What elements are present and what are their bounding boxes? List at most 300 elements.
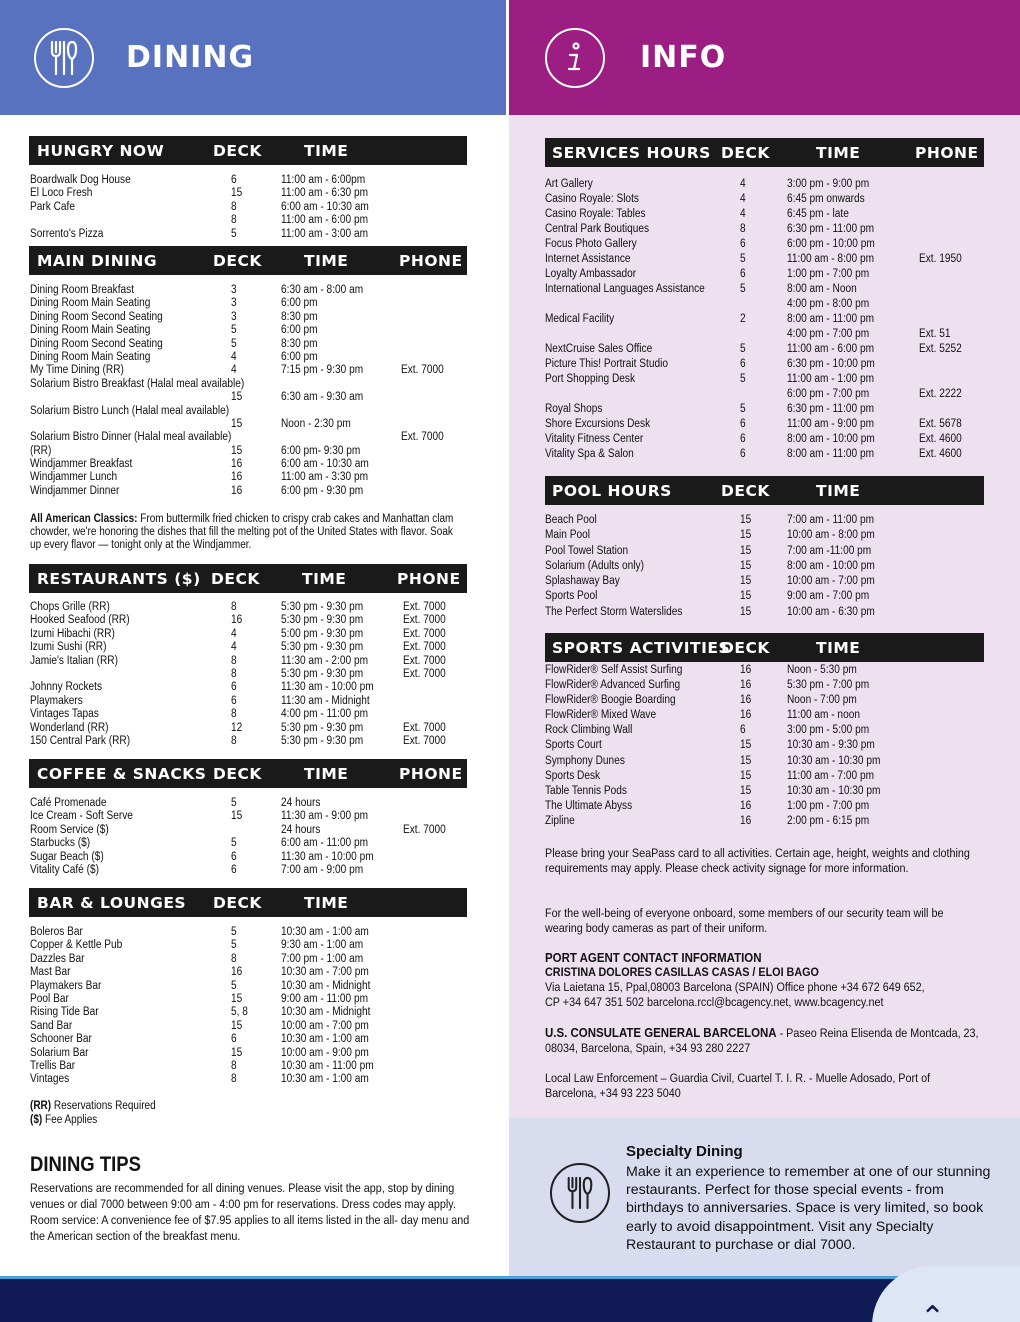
time-value: 6:00 pm xyxy=(281,297,318,310)
phone-value: Ext. 7000 xyxy=(403,654,446,667)
table-row xyxy=(545,755,995,770)
table-row xyxy=(30,953,470,966)
venue-name: Trellis Bar xyxy=(30,1059,76,1072)
table-row xyxy=(30,614,470,627)
dining-tips-title: DINING TIPS xyxy=(30,1153,141,1176)
venue-name: The Perfect Storm Waterslides xyxy=(545,605,683,618)
venue-name: Solarium (Adults only) xyxy=(545,559,644,572)
venue-name: Sugar Beach ($) xyxy=(30,850,104,863)
table-row xyxy=(30,1073,470,1086)
venue-name: Room Service ($) xyxy=(30,823,109,836)
deck-value: 5 xyxy=(231,797,237,809)
deck-value: 4 xyxy=(740,193,746,205)
sports-header xyxy=(545,633,984,662)
venue-name: NextCruise Sales Office xyxy=(545,343,653,355)
deck-value: 5 xyxy=(231,227,237,240)
time-value: 10:30 am - 7:00 pm xyxy=(281,966,369,979)
venue-name: Schooner Bar xyxy=(30,1033,92,1046)
table-row xyxy=(545,312,995,327)
time-value: 4:00 pm - 7:00 pm xyxy=(787,328,870,340)
venue-name: Beach Pool xyxy=(545,514,597,526)
footer-bar xyxy=(0,1279,1020,1322)
table-row xyxy=(545,590,995,605)
time-value: 8:00 am - 10:00 pm xyxy=(787,559,875,572)
table-row xyxy=(545,709,995,724)
venue-name: Boleros Bar xyxy=(30,926,83,938)
time-value: 10:30 am - Midnight xyxy=(281,979,371,992)
time-value: 7:00 pm - 1:00 am xyxy=(281,952,364,965)
table-row xyxy=(30,708,470,721)
table-row xyxy=(30,797,470,810)
time-value: 7:00 am -11:00 pm xyxy=(787,544,872,557)
venue-name: FlowRider® Self Assist Surfing xyxy=(545,664,683,676)
time-value: 10:30 am - 9:30 pm xyxy=(787,739,875,752)
time-value: Noon - 7:00 pm xyxy=(787,694,857,707)
col-deck: DECK xyxy=(213,894,262,912)
deck-value: 5 xyxy=(740,253,746,265)
table-row xyxy=(30,1006,470,1019)
deck-value: 4 xyxy=(740,208,746,220)
phone-value: Ext. 7000 xyxy=(403,721,446,734)
venue-name: Vintages xyxy=(30,1073,70,1086)
table-row xyxy=(545,402,995,417)
venue-name: My Time Dining (RR) xyxy=(30,364,124,377)
col-time: TIME xyxy=(304,142,349,160)
table-row xyxy=(30,980,470,993)
venue-name: Casino Royale: Slots xyxy=(545,193,639,205)
col-name: HUNGRY NOW xyxy=(37,142,165,160)
deck-value: 16 xyxy=(231,966,243,979)
venue-name: Rising Tide Bar xyxy=(30,1006,99,1019)
port-agent-address: Via Laietana 15, Ppal,08003 Barcelona (SPAIN) Office phone +34 672 649 652, xyxy=(545,980,925,994)
deck-value: 5 xyxy=(740,373,746,385)
time-value: 6:00 pm xyxy=(281,324,318,337)
deck-value: 5, 8 xyxy=(231,1006,248,1019)
venue-name: Vintages Tapas xyxy=(30,708,99,721)
col-phone: PHONE xyxy=(399,765,463,783)
time-value: 11:00 am - 3:30 pm xyxy=(281,471,369,484)
venue-name: Sports Pool xyxy=(545,590,598,603)
table-row xyxy=(545,432,995,447)
time-value: 7:00 am - 9:00 pm xyxy=(281,863,364,876)
venue-name: El Loco Fresh xyxy=(30,187,93,200)
deck-value: 8 xyxy=(231,654,237,667)
col-deck: DECK xyxy=(211,570,260,588)
deck-value: 15 xyxy=(231,1019,243,1032)
seapass-note: Please bring your SeaPass card to all activities. Certain age, height, weights and clothing requirements may apply. Please check activity signage for more information. xyxy=(545,846,970,875)
time-value: 4:00 pm - 8:00 pm xyxy=(787,298,870,310)
pool-table xyxy=(545,514,995,621)
time-value: 10:30 am - 11:00 pm xyxy=(281,1059,374,1072)
table-row xyxy=(30,378,470,391)
table-row xyxy=(30,628,470,641)
venue-name: Dining Room Second Seating xyxy=(30,337,163,350)
deck-value: 8 xyxy=(740,223,746,235)
time-value: 8:00 am - Noon xyxy=(787,283,857,295)
time-value: 10:00 am - 6:30 pm xyxy=(787,605,875,618)
time-value: 5:30 pm - 9:30 pm xyxy=(281,734,364,747)
venue-name: FlowRider® Boogie Boarding xyxy=(545,694,676,707)
venue-name: Izumi Hibachi (RR) xyxy=(30,627,115,640)
col-name: MAIN DINING xyxy=(37,252,158,270)
deck-value: 16 xyxy=(740,709,752,722)
note-bold: All American Classics: xyxy=(30,513,138,525)
deck-value: 5 xyxy=(231,939,237,952)
deck-value: 16 xyxy=(740,799,752,812)
port-agent-contact: CP +34 647 351 502 barcelona.rccl@bcagency.net, www.bcagency.net xyxy=(545,995,884,1009)
deck-value: 8 xyxy=(231,1059,237,1072)
table-row xyxy=(30,851,470,864)
info-header xyxy=(509,0,1020,115)
main-dining-header xyxy=(29,246,467,275)
phone-value: Ext. 7000 xyxy=(403,641,446,654)
table-row xyxy=(545,785,995,800)
col-deck: DECK xyxy=(213,142,262,160)
table-row xyxy=(30,458,470,471)
col-name: POOL HOURS xyxy=(552,482,672,500)
time-value: 11:30 am - 10:00 pm xyxy=(281,850,374,863)
table-row xyxy=(30,681,470,694)
venue-name: Rock Climbing Wall xyxy=(545,724,633,737)
venue-name: Windjammer Dinner xyxy=(30,484,120,497)
col-name: BAR & LOUNGES xyxy=(37,894,187,912)
time-value: 6:00 pm - 9:30 pm xyxy=(281,484,364,497)
all-american-note xyxy=(30,513,465,552)
table-row xyxy=(545,177,995,192)
deck-value: 4 xyxy=(231,364,237,377)
time-value: 6:00 am - 10:30 am xyxy=(281,200,369,213)
time-value: 8:00 am - 11:00 pm xyxy=(787,313,875,325)
table-row xyxy=(545,297,995,312)
table-row xyxy=(30,445,470,458)
table-row xyxy=(545,372,995,387)
phone-value: Ext. 7000 xyxy=(403,601,446,613)
deck-value: 2 xyxy=(740,313,746,325)
tips-paragraph-2: Room service: A convenience fee of $7.95 applies to all items listed in the all- day menu and the American section of the breakfast menu. xyxy=(30,1213,470,1243)
deck-value: 4 xyxy=(231,350,237,363)
coffee-table xyxy=(30,797,470,877)
table-row xyxy=(545,664,995,679)
restaurants-table xyxy=(30,601,470,748)
time-value: 11:00 am - 9:00 pm xyxy=(787,418,875,430)
deck-value: 15 xyxy=(231,391,243,404)
venue-name: Vitality Fitness Center xyxy=(545,433,644,445)
venue-name: Chops Grille (RR) xyxy=(30,601,110,613)
deck-value: 8 xyxy=(231,952,237,965)
phone-value: Ext. 7000 xyxy=(403,734,446,747)
venue-name: Pool Bar xyxy=(30,992,69,1005)
table-row xyxy=(545,237,995,252)
table-row xyxy=(30,695,470,708)
table-row xyxy=(545,560,995,575)
venue-name: Loyalty Ambassador xyxy=(545,268,637,280)
venue-name: Windjammer Lunch xyxy=(30,471,118,484)
time-value: 8:00 am - 11:00 pm xyxy=(787,448,875,460)
table-row xyxy=(30,966,470,979)
table-row xyxy=(30,174,470,187)
port-agent-name: CRISTINA DOLORES CASILLAS CASAS / ELOI BAGO xyxy=(545,965,819,979)
venue-name: (RR) xyxy=(30,444,52,457)
time-value: 11:30 am - 9:00 pm xyxy=(281,810,369,823)
info-icon xyxy=(545,28,605,88)
venue-name: Dazzles Bar xyxy=(30,952,85,965)
phone-value: Ext. 7000 xyxy=(403,614,446,627)
time-value: 11:00 am - 6:00 pm xyxy=(787,343,875,355)
venue-name: Internet Assistance xyxy=(545,253,631,265)
deck-value: 15 xyxy=(231,187,243,200)
venue-name: Art Gallery xyxy=(545,178,593,190)
table-row xyxy=(30,864,470,877)
time-value: 3:00 pm - 9:00 pm xyxy=(787,178,870,190)
venue-name: Royal Shops xyxy=(545,403,603,415)
rr-code: (RR) xyxy=(30,1100,52,1112)
time-value: 6:00 pm - 10:00 pm xyxy=(787,238,875,250)
table-row xyxy=(545,327,995,342)
time-value: 10:00 am - 7:00 pm xyxy=(787,575,875,588)
time-value: 8:30 pm xyxy=(281,337,318,350)
table-row xyxy=(545,606,995,621)
deck-value: 15 xyxy=(740,590,752,603)
venue-name: Ice Cream - Soft Serve xyxy=(30,810,133,823)
time-value: 7:00 am - 11:00 pm xyxy=(787,514,875,526)
venue-name: Sand Bar xyxy=(30,1019,73,1032)
table-row xyxy=(30,1047,470,1060)
coffee-header xyxy=(29,759,467,788)
venue-name: Dining Room Second Seating xyxy=(30,310,163,323)
venue-name: The Ultimate Abyss xyxy=(545,799,633,812)
fork-knife-icon xyxy=(34,28,94,88)
consulate-block xyxy=(545,1025,980,1056)
table-row xyxy=(30,201,470,214)
table-row xyxy=(545,529,995,544)
col-deck: DECK xyxy=(213,252,262,270)
time-value: 3:00 pm - 5:00 pm xyxy=(787,724,870,737)
col-name: SERVICES HOURS xyxy=(552,144,711,162)
table-row xyxy=(30,993,470,1006)
table-row xyxy=(30,297,470,310)
venue-name: Wonderland (RR) xyxy=(30,721,109,734)
time-value: Noon - 2:30 pm xyxy=(281,417,351,430)
table-row xyxy=(30,824,470,837)
bars-table xyxy=(30,926,470,1087)
time-value: 5:00 pm - 9:30 pm xyxy=(281,627,364,640)
deck-value: 5 xyxy=(231,979,237,992)
venue-name: Solarium Bistro Lunch (Halal meal available) xyxy=(30,404,230,417)
time-value: 6:30 pm - 10:00 pm xyxy=(787,358,875,370)
deck-value: 16 xyxy=(231,614,243,627)
venue-name: Dining Room Main Seating xyxy=(30,297,151,310)
table-row xyxy=(30,722,470,735)
venue-name: Windjammer Breakfast xyxy=(30,458,133,471)
venue-name: Casino Royale: Tables xyxy=(545,208,646,220)
time-value: 5:30 pm - 9:30 pm xyxy=(281,641,364,654)
venue-name: Symphony Dunes xyxy=(545,754,625,767)
venue-name: Johnny Rockets xyxy=(30,681,103,694)
time-value: 5:30 pm - 9:30 pm xyxy=(281,614,364,627)
venue-name: Copper & Kettle Pub xyxy=(30,939,123,952)
phone-value: Ext. 7000 xyxy=(401,431,444,444)
deck-value: 16 xyxy=(740,679,752,692)
deck-value: 5 xyxy=(740,403,746,415)
col-deck: DECK xyxy=(721,639,770,657)
venue-name: Picture This! Portrait Studio xyxy=(545,358,668,370)
table-row xyxy=(545,342,995,357)
venue-name: FlowRider® Advanced Surfing xyxy=(545,679,681,692)
deck-value: 8 xyxy=(231,200,237,213)
phone-value: Ext. 7000 xyxy=(403,823,446,836)
fee-code: ($) xyxy=(30,1114,43,1126)
deck-value: 5 xyxy=(231,324,237,337)
col-name: COFFEE & SNACKS xyxy=(37,765,207,783)
law-enforcement: Local Law Enforcement – Guardia Civil, Cuartel T. I. R. - Muelle Adosado, Port of Barcelona, +34 93 223 5040 xyxy=(545,1071,931,1100)
col-time: TIME xyxy=(816,144,861,162)
dining-title: DINING xyxy=(126,40,255,75)
deck-value: 5 xyxy=(231,926,237,938)
deck-value: 4 xyxy=(740,178,746,190)
deck-value: 6 xyxy=(740,418,746,430)
deck-value: 3 xyxy=(231,284,237,296)
venue-name: Main Pool xyxy=(545,529,591,542)
time-value: 9:00 am - 7:00 pm xyxy=(787,590,870,603)
col-time: TIME xyxy=(816,639,861,657)
venue-name: Boardwalk Dog House xyxy=(30,174,131,186)
time-value: 10:30 am - 10:30 pm xyxy=(787,754,881,767)
chevron-up-icon: ⌃ xyxy=(920,1300,946,1322)
deck-value: 16 xyxy=(231,484,243,497)
time-value: 11:00 am - 6:00pm xyxy=(281,174,366,186)
deck-value: 15 xyxy=(740,769,752,782)
table-row xyxy=(545,192,995,207)
col-deck: DECK xyxy=(213,765,262,783)
bars-header xyxy=(29,888,467,917)
port-agent-block xyxy=(545,950,980,1010)
legend-fee xyxy=(30,1113,248,1127)
venue-name: Vitality Spa & Salon xyxy=(545,448,634,460)
phone-value: Ext. 4600 xyxy=(919,448,962,460)
table-row xyxy=(30,655,470,668)
venue-name: Hooked Seafood (RR) xyxy=(30,614,130,627)
time-value: 10:00 am - 7:00 pm xyxy=(281,1019,369,1032)
deck-value: 12 xyxy=(231,721,243,734)
venue-name: Izumi Sushi (RR) xyxy=(30,641,107,654)
specialty-dining-panel xyxy=(509,1118,1020,1276)
phone-value: Ext. 7000 xyxy=(401,364,444,377)
deck-value: 16 xyxy=(231,458,243,471)
table-row xyxy=(30,228,470,241)
venue-name: Focus Photo Gallery xyxy=(545,238,637,250)
deck-value: 6 xyxy=(231,174,237,186)
deck-value: 5 xyxy=(740,343,746,355)
deck-value: 15 xyxy=(740,559,752,572)
venue-name: Mast Bar xyxy=(30,966,71,979)
time-value: 11:00 am - 8:00 pm xyxy=(787,253,875,265)
deck-value: 6 xyxy=(740,238,746,250)
col-phone: PHONE xyxy=(397,570,461,588)
time-value: 7:15 pm - 9:30 pm xyxy=(281,364,364,377)
venue-name: Sports Desk xyxy=(545,769,601,782)
venue-name: Port Shopping Desk xyxy=(545,373,636,385)
time-value: 6:45 pm onwards xyxy=(787,193,865,205)
main-dining-table xyxy=(30,284,470,498)
time-value: 10:00 am - 9:00 pm xyxy=(281,1046,369,1059)
venue-name: Solarium Bar xyxy=(30,1046,89,1059)
info-title: INFO xyxy=(640,40,727,75)
time-value: 10:30 am - Midnight xyxy=(281,1006,371,1019)
time-value: 8:00 am - 10:00 pm xyxy=(787,433,875,445)
time-value: 5:30 pm - 9:30 pm xyxy=(281,721,364,734)
deck-value: 16 xyxy=(231,471,243,484)
pool-header xyxy=(545,476,984,505)
col-time: TIME xyxy=(304,894,349,912)
venue-name: 150 Central Park (RR) xyxy=(30,734,131,747)
time-value: 11:30 am - Midnight xyxy=(281,694,370,707)
time-value: 8:30 pm xyxy=(281,310,318,323)
deck-value: 6 xyxy=(740,448,746,460)
venue-name: Playmakers xyxy=(30,694,83,707)
time-value: 6:00 am - 10:30 am xyxy=(281,458,369,471)
table-row xyxy=(545,207,995,222)
time-value: 24 hours xyxy=(281,823,321,836)
services-table xyxy=(545,177,995,462)
time-value: 2:00 pm - 6:15 pm xyxy=(787,814,870,827)
time-value: 11:00 am - 6:30 pm xyxy=(281,187,369,200)
time-value: 6:30 pm - 11:00 pm xyxy=(787,403,875,415)
table-row xyxy=(30,1020,470,1033)
security-note: For the well-being of everyone onboard, some members of our security team will be wearing body cameras as part of their uniform. xyxy=(545,906,944,935)
time-value: 11:00 am - 7:00 pm xyxy=(787,769,875,782)
table-row xyxy=(545,252,995,267)
deck-value: 15 xyxy=(231,1046,243,1059)
restaurants-header xyxy=(29,564,467,593)
time-value: 10:00 am - 8:00 pm xyxy=(787,529,875,542)
dining-tips-body xyxy=(30,1180,473,1244)
deck-value: 6 xyxy=(231,863,237,876)
phone-value: Ext. 1950 xyxy=(919,253,962,265)
time-value: 24 hours xyxy=(281,797,321,809)
time-value: 5:30 pm - 7:00 pm xyxy=(787,679,870,692)
time-value: 10:30 am - 1:00 am xyxy=(281,926,369,938)
deck-value: 15 xyxy=(740,544,752,557)
time-value: 1:00 pm - 7:00 pm xyxy=(787,268,870,280)
deck-value: 3 xyxy=(231,310,237,323)
deck-value: 15 xyxy=(231,417,243,430)
legend xyxy=(30,1099,248,1127)
table-row xyxy=(545,514,995,529)
time-value: 5:30 pm - 9:30 pm xyxy=(281,601,364,613)
time-value: 6:30 pm - 11:00 pm xyxy=(787,223,875,235)
deck-value: 15 xyxy=(740,529,752,542)
table-row xyxy=(30,214,470,227)
deck-value: 15 xyxy=(231,444,243,457)
legend-rr xyxy=(30,1099,248,1113)
venue-name: Central Park Boutiques xyxy=(545,223,650,235)
time-value: 1:00 pm - 7:00 pm xyxy=(787,799,870,812)
time-value: 6:45 pm - late xyxy=(787,208,849,220)
venue-name: Shore Excursions Desk xyxy=(545,418,651,430)
table-row xyxy=(30,735,470,748)
deck-value: 8 xyxy=(231,214,237,227)
table-row xyxy=(30,471,470,484)
deck-value: 6 xyxy=(231,681,237,694)
table-row xyxy=(30,668,470,681)
table-row xyxy=(30,810,470,823)
table-row xyxy=(545,575,995,590)
time-value: 11:30 am - 2:00 pm xyxy=(281,654,369,667)
col-deck: DECK xyxy=(721,144,770,162)
deck-value: 6 xyxy=(740,433,746,445)
time-value: 4:00 pm - 11:00 pm xyxy=(281,708,369,721)
time-value: 6:30 am - 8:00 am xyxy=(281,284,364,296)
